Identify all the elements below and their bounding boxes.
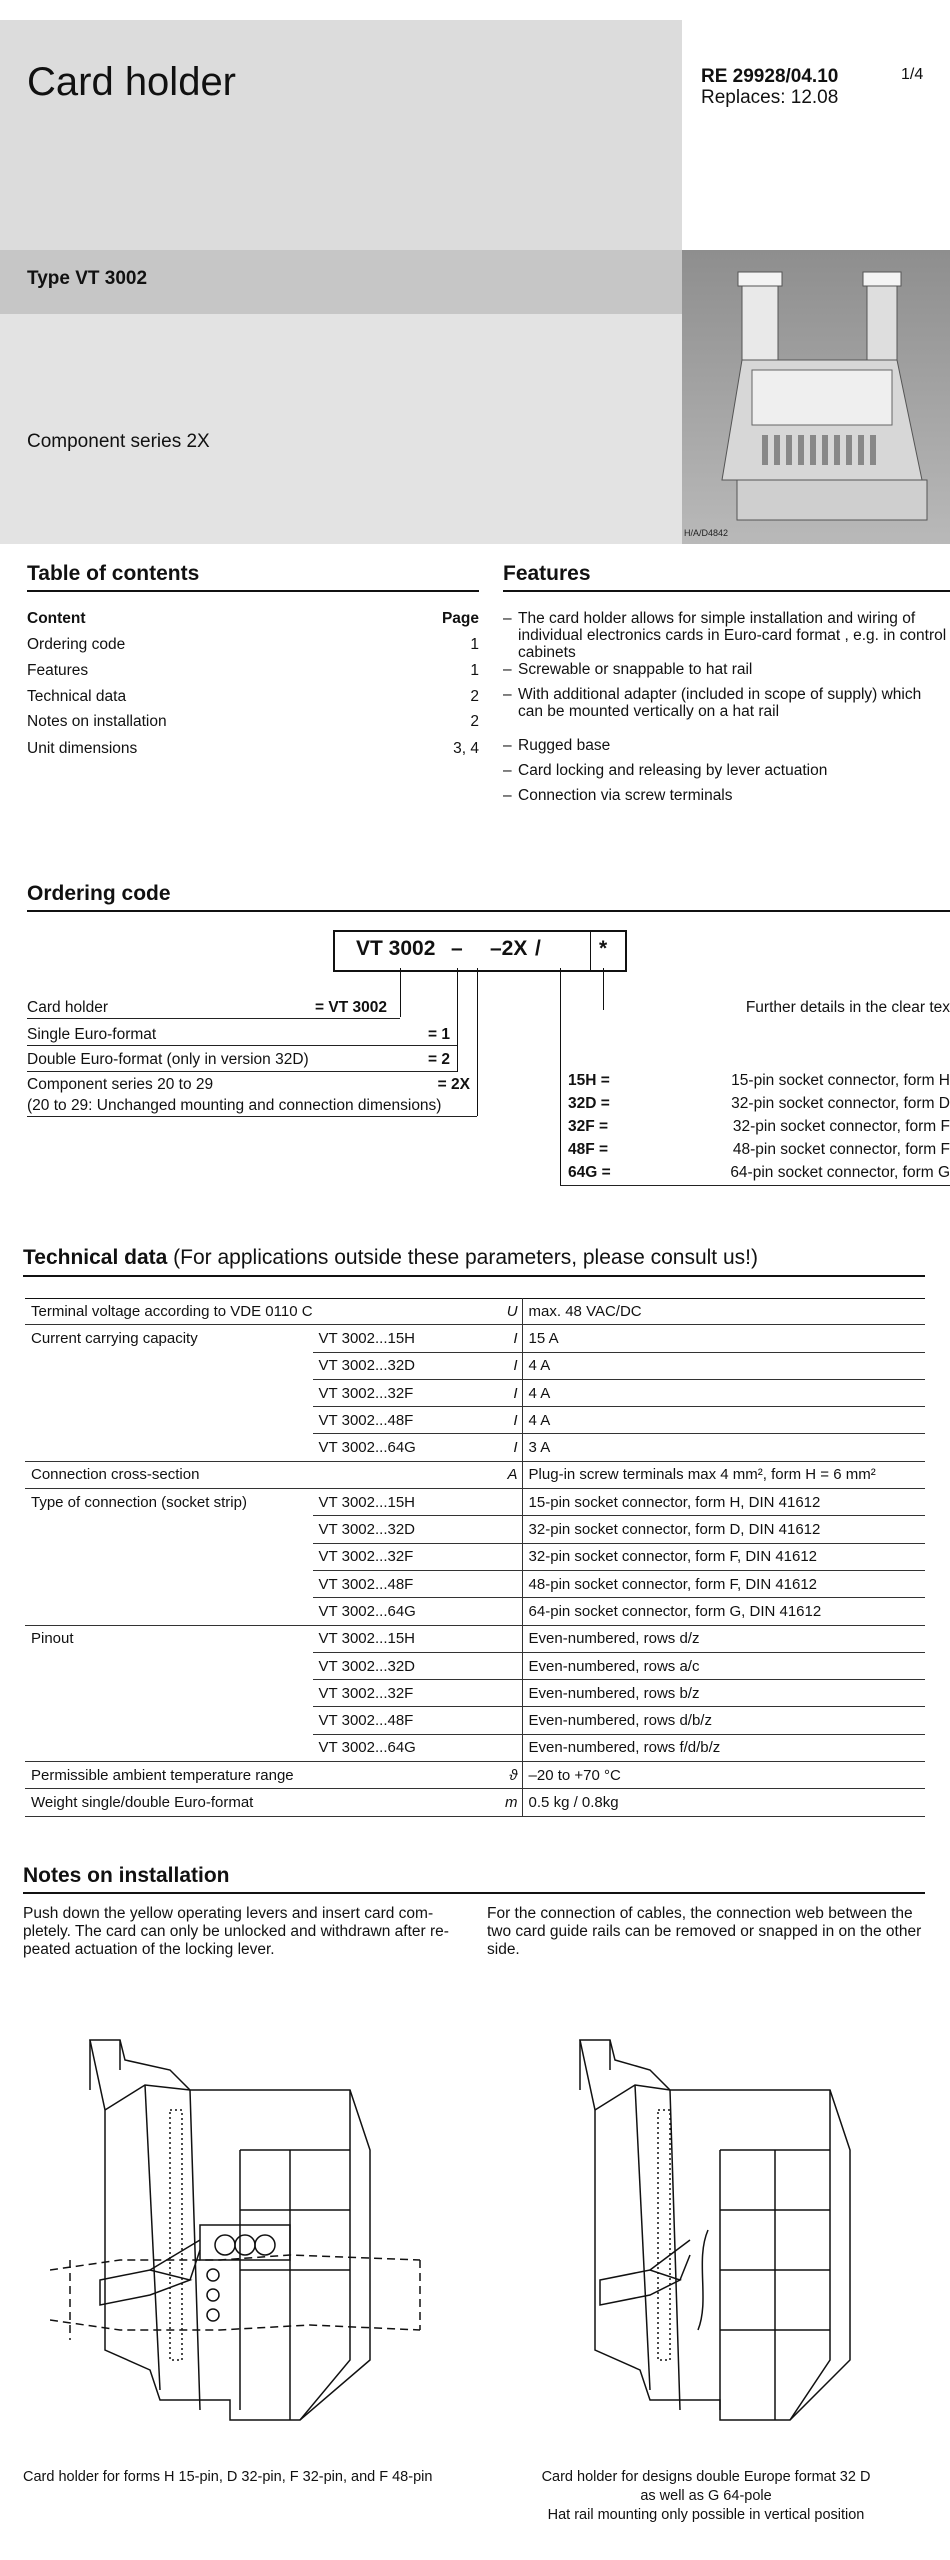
series-label: Component series 2X — [27, 431, 210, 452]
tech-symbol: I — [488, 1325, 523, 1352]
order-row-line — [27, 1116, 477, 1117]
tech-row — [25, 1652, 925, 1679]
order-row-line — [27, 1071, 457, 1072]
tech-row — [25, 1379, 925, 1406]
connector-desc: 15-pin socket connector, form H — [731, 1072, 950, 1089]
toc-item-label: Unit dimensions — [27, 740, 138, 757]
tech-param — [25, 1652, 313, 1679]
tech-row — [25, 1489, 925, 1516]
tech-param: Terminal voltage according to VDE 0110 C — [31, 1302, 313, 1320]
technical-table — [25, 1298, 925, 1817]
feature-text: Screwable or snappable to hat rail — [518, 661, 753, 678]
toc-item-page: 1 — [470, 662, 479, 679]
tech-symbol — [488, 1652, 523, 1679]
installation-title: Notes on installation — [23, 1864, 230, 1887]
tech-value: 32-pin socket connector, form D, DIN 41612 — [522, 1516, 925, 1543]
technical-title: Technical data — [23, 1246, 168, 1269]
feature-item — [503, 610, 950, 661]
tech-symbol — [488, 1516, 523, 1543]
tech-param — [25, 1434, 313, 1461]
features-title: Features — [503, 562, 591, 585]
tech-variant: VT 3002...64G — [313, 1734, 488, 1761]
tech-value: 48-pin socket connector, form F, DIN 41612 — [522, 1570, 925, 1597]
order-row-label: Double Euro-format (only in version 32D) — [27, 1051, 309, 1068]
ordering-title: Ordering code — [27, 882, 171, 905]
tech-row — [25, 1325, 925, 1352]
installation-left-text: Push down the yellow operating levers and insert card completely. The card can only be unlocked and withdrawn after repeated actuation of the locking lever. — [23, 1905, 449, 1958]
installation-drawing-left — [50, 2030, 430, 2430]
features-rule — [503, 590, 950, 592]
further-details: Further details in the clear tex — [745, 999, 950, 1016]
order-row-note: (20 to 29: Unchanged mounting and connection dimensions) — [27, 1097, 442, 1114]
feature-text: Connection via screw terminals — [518, 787, 733, 804]
tech-row — [25, 1625, 925, 1652]
series-panel — [0, 314, 682, 544]
tech-variant: VT 3002...32D — [313, 1516, 488, 1543]
tech-param — [25, 1680, 313, 1707]
feature-dash: – — [503, 762, 512, 779]
tech-variant: VT 3002...64G — [313, 1434, 488, 1461]
feature-dash: – — [503, 787, 512, 804]
tech-variant: VT 3002...48F — [313, 1707, 488, 1734]
tech-value: 0.5 kg / 0.8kg — [522, 1789, 925, 1816]
connector-code: 48F = — [568, 1141, 609, 1158]
tech-param: Type of connection (socket strip) — [25, 1489, 313, 1516]
tech-value: 4 A — [522, 1379, 925, 1406]
tech-param: Current carrying capacity — [25, 1325, 313, 1352]
toc-item-page: 2 — [470, 713, 479, 730]
tech-row — [25, 1543, 925, 1570]
tech-value: Even-numbered, rows d/z — [522, 1625, 925, 1652]
tech-row — [25, 1461, 925, 1488]
tech-symbol — [488, 1543, 523, 1570]
tech-value: Plug-in screw terminals max 4 mm², form H = 6 mm² — [522, 1461, 925, 1488]
order-row-value: = 2 — [428, 1051, 450, 1068]
leader-line — [477, 968, 478, 1096]
leader-line — [477, 1096, 478, 1116]
card-holder-drawing-icon — [50, 2030, 430, 2430]
card-holder-photo-icon — [682, 250, 950, 544]
installation-drawing-right — [560, 2030, 900, 2430]
installation-right-text: For the connection of cables, the connection web between the two card guide rails can be removed or snapped in on the other side. — [487, 1905, 922, 1958]
toc-item-label: Features — [27, 662, 89, 679]
code-asterisk: * — [599, 937, 608, 960]
tech-variant: VT 3002...15H — [313, 1489, 488, 1516]
tech-value: Even-numbered, rows a/c — [522, 1652, 925, 1679]
tech-row — [25, 1762, 925, 1789]
feature-text: Card locking and releasing by lever actuation — [518, 762, 828, 779]
technical-subtitle: (For applications outside these parameters, please consult us!) — [173, 1246, 758, 1269]
tech-value: –20 to +70 °C — [522, 1762, 925, 1789]
tech-variant: VT 3002...64G — [313, 1598, 488, 1625]
tech-param — [25, 1543, 313, 1570]
caption-right-line3: Hat rail mounting only possible in vertical position — [547, 2507, 865, 2523]
toc-item-page: 2 — [470, 688, 479, 705]
tech-symbol: I — [488, 1407, 523, 1434]
header-title-panel — [0, 20, 682, 250]
toc-header — [27, 610, 479, 628]
code-slash: / — [535, 937, 541, 960]
tech-row — [25, 1434, 925, 1461]
page-number: 1/4 — [901, 66, 924, 83]
tech-value: 15 A — [522, 1325, 925, 1352]
code-dash: – — [451, 937, 463, 960]
tech-value: 4 A — [522, 1352, 925, 1379]
technical-rows — [25, 1298, 925, 1816]
tech-param — [25, 1516, 313, 1543]
tech-variant — [313, 1762, 488, 1789]
tech-param — [25, 1570, 313, 1597]
tech-variant: VT 3002...48F — [313, 1407, 488, 1434]
caption-right-line2: as well as G 64-pole — [640, 2488, 772, 2504]
code-box-divider — [590, 930, 591, 970]
connector-code: 15H = — [568, 1072, 610, 1089]
tech-symbol — [488, 1489, 523, 1516]
tech-param: Pinout — [25, 1625, 313, 1652]
technical-title-line — [23, 1246, 758, 1270]
tech-param — [25, 1598, 313, 1625]
tech-symbol: I — [488, 1434, 523, 1461]
type-label: Type VT 3002 — [27, 268, 148, 289]
feature-text: With additional adapter (included in scope of supply) which can be mounted vertically on a hat rail — [518, 686, 922, 720]
toc-item-page: 3, 4 — [453, 740, 479, 757]
connector-desc: 48-pin socket connector, form F — [732, 1141, 950, 1158]
tech-symbol: m — [488, 1789, 523, 1816]
tech-param: Permissible ambient temperature range — [25, 1762, 313, 1789]
code-series: –2X — [490, 937, 528, 960]
product-photo — [682, 250, 950, 544]
tech-variant: VT 3002...15H — [313, 1625, 488, 1652]
leader-line — [560, 968, 561, 1145]
tech-row — [25, 1352, 925, 1379]
tech-symbol: I — [488, 1379, 523, 1406]
tech-variant — [313, 1461, 488, 1488]
photo-code: H/A/D4842 — [684, 528, 729, 538]
feature-item — [503, 737, 950, 754]
tech-symbol — [488, 1625, 523, 1652]
order-row-value: = VT 3002 — [315, 999, 387, 1016]
tech-variant: VT 3002...32F — [313, 1379, 488, 1406]
tech-value: Even-numbered, rows d/b/z — [522, 1707, 925, 1734]
order-row-label: Card holder — [27, 999, 108, 1016]
toc-rule — [27, 590, 479, 592]
order-row-line — [27, 1018, 400, 1019]
tech-param — [25, 1734, 313, 1761]
toc-item-label: Ordering code — [27, 636, 126, 653]
connector-bottom-line — [560, 1185, 950, 1186]
replaces-text: Replaces: 12.08 — [701, 87, 839, 108]
connector-bracket — [560, 1145, 561, 1185]
caption-left: Card holder for forms H 15-pin, D 32-pin, F 32-pin, and F 48-pin — [23, 2469, 433, 2485]
tech-symbol — [488, 1734, 523, 1761]
leader-line — [400, 968, 401, 1017]
tech-param: Connection cross-section — [25, 1461, 313, 1488]
connector-code: 32F = — [568, 1118, 609, 1135]
feature-item — [503, 787, 950, 804]
order-row-line — [27, 1045, 457, 1046]
tech-symbol: I — [488, 1352, 523, 1379]
tech-variant: VT 3002...32D — [313, 1652, 488, 1679]
page-title: Card holder — [27, 60, 237, 104]
feature-text: The card holder allows for simple installation and wiring of individual electronics cards in Euro-card format , e.g. in control cabinets — [518, 610, 947, 661]
feature-dash: – — [503, 686, 512, 703]
tech-symbol: U — [506, 1302, 518, 1320]
tech-value: Even-numbered, rows b/z — [522, 1680, 925, 1707]
tech-variant — [313, 1789, 488, 1816]
order-row-value: = 2X — [437, 1076, 470, 1093]
tech-row — [25, 1707, 925, 1734]
tech-symbol — [488, 1707, 523, 1734]
doc-number: RE 29928/04.10 — [701, 66, 839, 87]
tech-row — [25, 1598, 925, 1625]
tech-row — [25, 1298, 925, 1325]
tech-param — [25, 1352, 313, 1379]
tech-row — [25, 1407, 925, 1434]
tech-row — [25, 1789, 925, 1816]
connector-code: 32D = — [568, 1095, 610, 1112]
feature-item — [503, 686, 950, 720]
tech-variant: VT 3002...32D — [313, 1352, 488, 1379]
tech-symbol — [488, 1570, 523, 1597]
toc-item[interactable] — [27, 662, 479, 680]
toc-item-page: 1 — [470, 636, 479, 653]
tech-value: max. 48 VAC/DC — [522, 1298, 925, 1325]
tech-row — [25, 1680, 925, 1707]
ordering-rule — [27, 910, 950, 912]
tech-param — [25, 1379, 313, 1406]
tech-value: 15-pin socket connector, form H, DIN 41612 — [522, 1489, 925, 1516]
tech-variant: VT 3002...15H — [313, 1325, 488, 1352]
feature-text: Rugged base — [518, 737, 611, 754]
feature-item — [503, 661, 950, 678]
tech-param: Weight single/double Euro-format — [25, 1789, 313, 1816]
tech-row — [25, 1570, 925, 1597]
code-base: VT 3002 — [356, 937, 436, 960]
tech-value: 4 A — [522, 1407, 925, 1434]
order-row-label: Component series 20 to 29 — [27, 1076, 214, 1093]
connector-desc: 32-pin socket connector, form F — [732, 1118, 950, 1135]
installation-rule — [23, 1892, 925, 1894]
feature-dash: – — [503, 661, 512, 678]
toc-item-label: Technical data — [27, 688, 127, 705]
tech-value: 3 A — [522, 1434, 925, 1461]
tech-variant: VT 3002...32F — [313, 1543, 488, 1570]
tech-row — [25, 1516, 925, 1543]
tech-variant — [313, 1298, 488, 1325]
caption-right-line1: Card holder for designs double Europe format 32 D — [541, 2469, 871, 2485]
toc-col-content: Content — [27, 610, 86, 627]
toc-item[interactable] — [27, 688, 479, 706]
connector-code: 64G = — [568, 1164, 611, 1181]
order-row-label: Single Euro-format — [27, 1026, 157, 1043]
leader-line — [457, 968, 458, 1072]
tech-param — [25, 1707, 313, 1734]
tech-symbol: A — [488, 1461, 523, 1488]
tech-symbol — [488, 1598, 523, 1625]
tech-value: 64-pin socket connector, form G, DIN 41612 — [522, 1598, 925, 1625]
tech-symbol: ϑ — [488, 1762, 523, 1789]
card-holder-vertical-drawing-icon — [560, 2030, 900, 2430]
tech-symbol — [488, 1680, 523, 1707]
tech-value: Even-numbered, rows f/d/b/z — [522, 1734, 925, 1761]
toc-title: Table of contents — [27, 562, 200, 585]
toc-col-page: Page — [441, 610, 479, 627]
toc-item[interactable] — [27, 636, 479, 654]
connector-desc: 32-pin socket connector, form D — [731, 1095, 950, 1112]
tech-row — [25, 1734, 925, 1761]
feature-dash: – — [503, 610, 512, 627]
toc-item[interactable] — [27, 740, 479, 758]
order-row-value: = 1 — [428, 1026, 450, 1043]
tech-variant: VT 3002...32F — [313, 1680, 488, 1707]
toc-item-label: Notes on installation — [27, 713, 167, 730]
technical-rule — [23, 1275, 925, 1277]
tech-variant: VT 3002...48F — [313, 1570, 488, 1597]
tech-value: 32-pin socket connector, form F, DIN 41612 — [522, 1543, 925, 1570]
connector-desc: 64-pin socket connector, form G — [730, 1164, 950, 1181]
tech-param — [25, 1407, 313, 1434]
feature-dash: – — [503, 737, 512, 754]
feature-item — [503, 762, 950, 779]
toc-item[interactable] — [27, 713, 479, 731]
